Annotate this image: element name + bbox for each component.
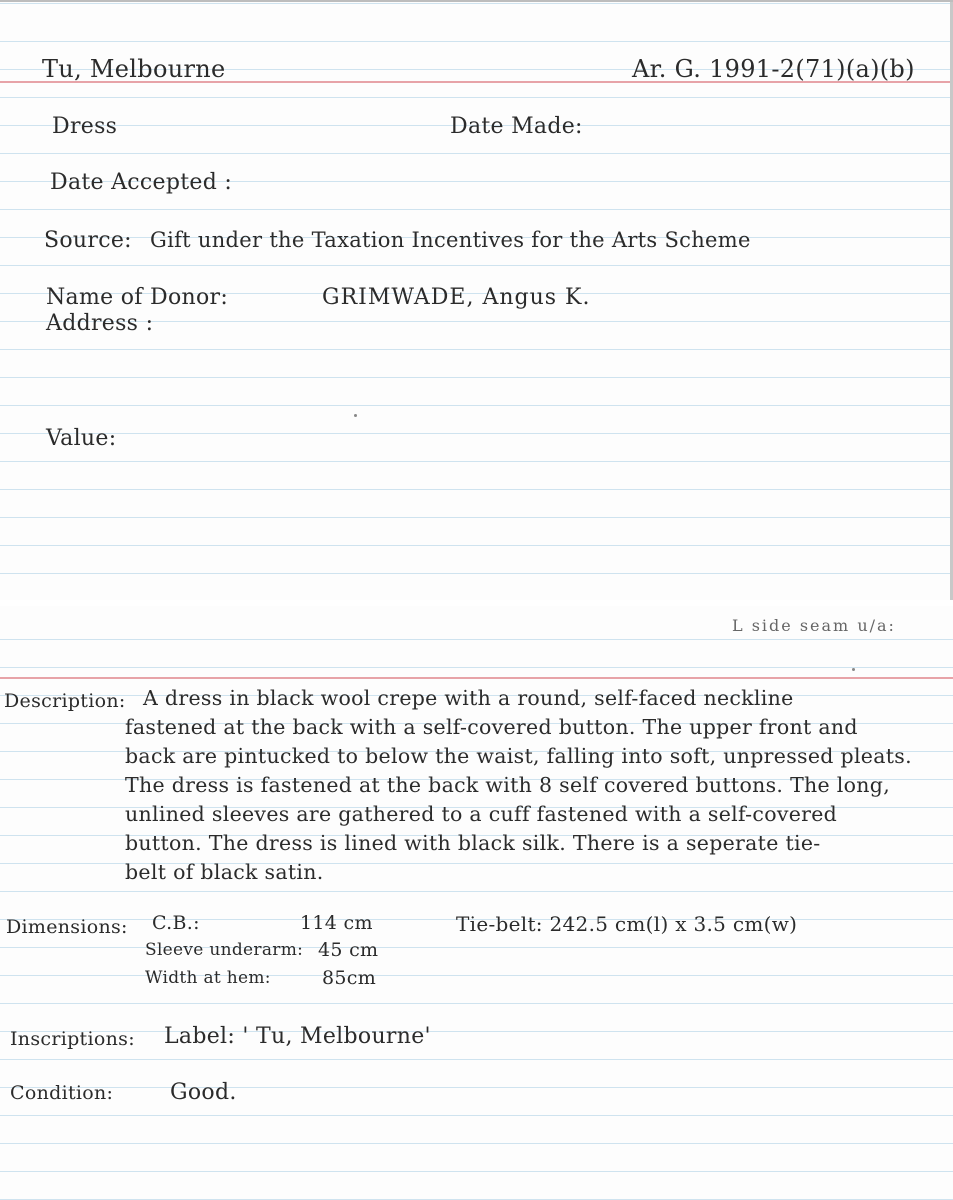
value-label: Value:	[46, 426, 117, 451]
date-made-label: Date Made:	[450, 114, 583, 139]
card-title: Tu, Melbourne	[42, 55, 226, 83]
description-line: belt of black satin.	[125, 860, 324, 884]
description-line: The dress is fastened at the back with 8 self covered buttons. The long,	[125, 773, 891, 797]
condition-label: Condition:	[10, 1082, 114, 1104]
date-accepted-label: Date Accepted :	[50, 170, 233, 195]
tie-belt-dimensions: Tie-belt: 242.5 cm(l) x 3.5 cm(w)	[456, 912, 798, 936]
description-label: Description:	[4, 690, 126, 712]
dimensions-label: Dimensions:	[6, 916, 128, 938]
description-line: A dress in black wool crepe with a round, self-faced neckline	[143, 686, 794, 710]
dimension-cb-value: 114 cm	[300, 912, 373, 934]
donor-value: GRIMWADE, Angus K.	[322, 285, 591, 310]
dimension-cb-label: C.B.:	[152, 912, 200, 934]
registration-number: Ar. G. 1991-2(71)(a)(b)	[632, 55, 915, 83]
description-line: back are pintucked to below the waist, falling into soft, unpressed pleats.	[125, 744, 912, 768]
source-value: Gift under the Taxation Incentives for the Arts Scheme	[150, 228, 751, 252]
dimension-hem-label: Width at hem:	[145, 968, 271, 988]
description-red-rule	[0, 677, 953, 679]
donor-label: Name of Donor:	[46, 285, 229, 310]
inscriptions-label: Inscriptions:	[10, 1028, 135, 1050]
object-label: Dress	[52, 114, 118, 139]
condition-value: Good.	[170, 1080, 237, 1105]
margin-note: L side seam u/a:	[732, 616, 896, 635]
ink-mark	[852, 668, 855, 671]
dimension-hem-value: 85cm	[322, 967, 377, 989]
description-text	[125, 684, 912, 887]
inscriptions-value: Label: ' Tu, Melbourne'	[164, 1024, 431, 1049]
ink-mark	[354, 414, 357, 417]
description-line: fastened at the back with a self-covered button. The upper front and	[125, 715, 858, 739]
catalogue-card-back	[0, 606, 953, 1200]
dimension-sleeve-value: 45 cm	[318, 939, 379, 961]
dimension-sleeve-label: Sleeve underarm:	[145, 940, 304, 960]
source-label: Source:	[44, 228, 132, 253]
description-line: unlined sleeves are gathered to a cuff fastened with a self-covered	[125, 802, 838, 826]
description-line: button. The dress is lined with black silk. There is a seperate tie-	[125, 831, 821, 855]
address-label: Address :	[46, 311, 154, 336]
